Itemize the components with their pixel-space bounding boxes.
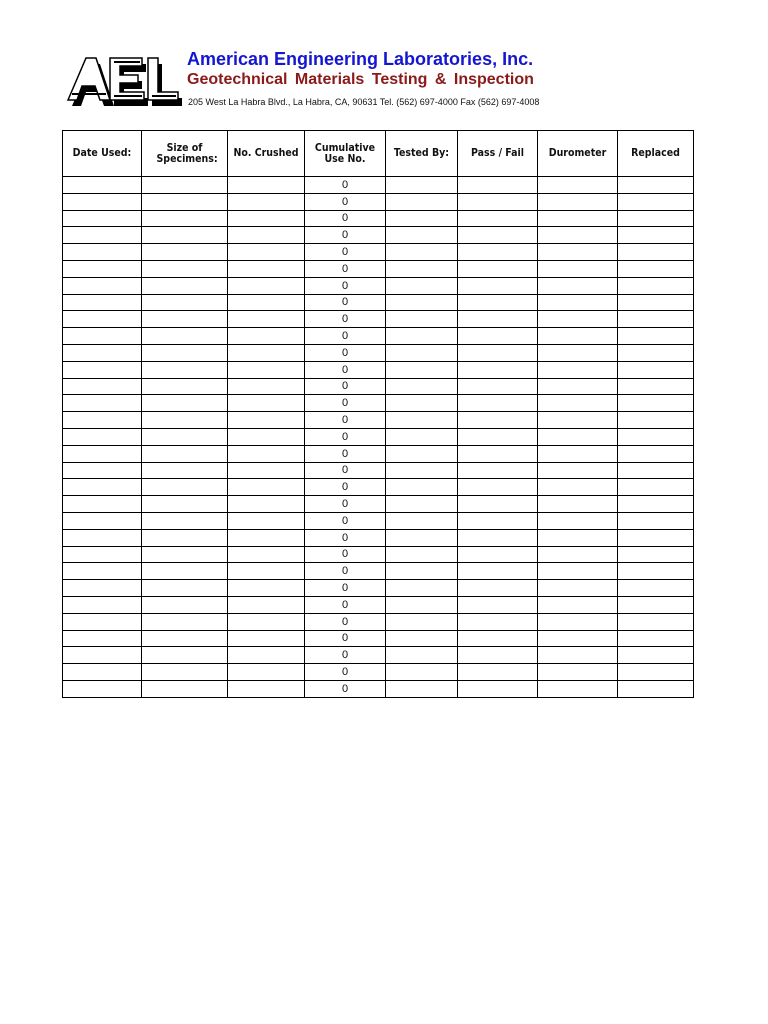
replaced-cell[interactable] — [618, 512, 694, 529]
date-used-cell[interactable] — [63, 378, 142, 395]
cumulative-use-no-cell[interactable]: 0 — [305, 680, 386, 697]
durometer-cell[interactable] — [538, 613, 618, 630]
tested-by-cell[interactable] — [386, 479, 458, 496]
size-of-specimens-cell[interactable] — [142, 412, 228, 429]
tested-by-cell[interactable] — [386, 277, 458, 294]
tested-by-cell[interactable] — [386, 529, 458, 546]
date-used-cell[interactable] — [63, 563, 142, 580]
table-row — [63, 311, 694, 328]
size-of-specimens-cell[interactable] — [142, 580, 228, 597]
table-row — [63, 344, 694, 361]
size-of-specimens-cell[interactable] — [142, 378, 228, 395]
size-of-specimens-cell[interactable] — [142, 479, 228, 496]
cumulative-use-no-cell[interactable]: 0 — [305, 294, 386, 311]
size-of-specimens-cell[interactable] — [142, 193, 228, 210]
durometer-cell[interactable] — [538, 546, 618, 563]
tested-by-cell[interactable] — [386, 512, 458, 529]
pass-fail-cell[interactable] — [458, 193, 538, 210]
pass-fail-cell[interactable] — [458, 479, 538, 496]
replaced-cell[interactable] — [618, 244, 694, 261]
letterhead — [66, 46, 626, 114]
cumulative-use-no-cell[interactable]: 0 — [305, 260, 386, 277]
durometer-cell[interactable] — [538, 496, 618, 513]
no-crushed-cell[interactable] — [228, 512, 305, 529]
cumulative-use-no-cell[interactable]: 0 — [305, 496, 386, 513]
replaced-cell[interactable] — [618, 395, 694, 412]
cumulative-use-no-cell[interactable]: 0 — [305, 193, 386, 210]
date-used-cell[interactable] — [63, 596, 142, 613]
size-of-specimens-cell[interactable] — [142, 512, 228, 529]
tested-by-cell[interactable] — [386, 244, 458, 261]
tested-by-cell[interactable] — [386, 445, 458, 462]
date-used-cell[interactable] — [63, 580, 142, 597]
date-used-cell[interactable] — [63, 244, 142, 261]
durometer-cell[interactable] — [538, 244, 618, 261]
pass-fail-cell[interactable] — [458, 613, 538, 630]
date-used-cell[interactable] — [63, 277, 142, 294]
replaced-cell[interactable] — [618, 328, 694, 345]
date-used-cell[interactable] — [63, 193, 142, 210]
table-row — [63, 613, 694, 630]
tested-by-cell[interactable] — [386, 260, 458, 277]
durometer-cell[interactable] — [538, 647, 618, 664]
date-used-cell[interactable] — [63, 445, 142, 462]
table-row — [63, 647, 694, 664]
table-row — [63, 294, 694, 311]
table-row — [63, 462, 694, 479]
replaced-cell[interactable] — [618, 193, 694, 210]
date-used-cell[interactable] — [63, 361, 142, 378]
column-header-no-crushed: No. Crushed — [228, 131, 305, 177]
table-row — [63, 496, 694, 513]
replaced-cell[interactable] — [618, 546, 694, 563]
no-crushed-cell[interactable] — [228, 395, 305, 412]
table-row — [63, 378, 694, 395]
tested-by-cell[interactable] — [386, 193, 458, 210]
table-row — [63, 210, 694, 227]
pass-fail-cell[interactable] — [458, 294, 538, 311]
pass-fail-cell[interactable] — [458, 244, 538, 261]
durometer-cell[interactable] — [538, 680, 618, 697]
no-crushed-cell[interactable] — [228, 613, 305, 630]
cumulative-use-no-cell[interactable]: 0 — [305, 428, 386, 445]
column-header-replaced: Replaced — [618, 131, 694, 177]
table-row — [63, 479, 694, 496]
durometer-cell[interactable] — [538, 227, 618, 244]
size-of-specimens-cell[interactable] — [142, 445, 228, 462]
company-address: 205 West La Habra Blvd., La Habra, CA, 90631 Tel. (562) 697-4000 Fax (562) 697-4008 — [188, 97, 540, 107]
durometer-cell[interactable] — [538, 428, 618, 445]
no-crushed-cell[interactable] — [228, 244, 305, 261]
date-used-cell[interactable] — [63, 344, 142, 361]
cumulative-use-no-cell[interactable]: 0 — [305, 596, 386, 613]
pass-fail-cell[interactable] — [458, 496, 538, 513]
pass-fail-cell[interactable] — [458, 512, 538, 529]
replaced-cell[interactable] — [618, 378, 694, 395]
pass-fail-cell[interactable] — [458, 596, 538, 613]
size-of-specimens-cell[interactable] — [142, 227, 228, 244]
table-row — [63, 664, 694, 681]
pass-fail-cell[interactable] — [458, 647, 538, 664]
date-used-cell[interactable] — [63, 412, 142, 429]
replaced-cell[interactable] — [618, 613, 694, 630]
table-row — [63, 596, 694, 613]
tested-by-cell[interactable] — [386, 647, 458, 664]
table-row — [63, 529, 694, 546]
table-row — [63, 177, 694, 194]
date-used-cell[interactable] — [63, 395, 142, 412]
date-used-cell[interactable] — [63, 664, 142, 681]
no-crushed-cell[interactable] — [228, 445, 305, 462]
no-crushed-cell[interactable] — [228, 344, 305, 361]
table-row — [63, 227, 694, 244]
date-used-cell[interactable] — [63, 546, 142, 563]
cumulative-use-no-cell[interactable]: 0 — [305, 311, 386, 328]
size-of-specimens-cell[interactable] — [142, 277, 228, 294]
tested-by-cell[interactable] — [386, 563, 458, 580]
column-header-durometer: Durometer — [538, 131, 618, 177]
size-of-specimens-cell[interactable] — [142, 395, 228, 412]
durometer-cell[interactable] — [538, 177, 618, 194]
size-of-specimens-cell[interactable] — [142, 647, 228, 664]
table-row — [63, 680, 694, 697]
cumulative-use-no-cell[interactable]: 0 — [305, 445, 386, 462]
no-crushed-cell[interactable] — [228, 328, 305, 345]
tested-by-cell[interactable] — [386, 378, 458, 395]
tested-by-cell[interactable] — [386, 596, 458, 613]
durometer-cell[interactable] — [538, 344, 618, 361]
table-row — [63, 193, 694, 210]
date-used-cell[interactable] — [63, 294, 142, 311]
pass-fail-cell[interactable] — [458, 529, 538, 546]
no-crushed-cell[interactable] — [228, 680, 305, 697]
pass-fail-cell[interactable] — [458, 563, 538, 580]
table-row — [63, 244, 694, 261]
size-of-specimens-cell[interactable] — [142, 210, 228, 227]
pass-fail-cell[interactable] — [458, 210, 538, 227]
tested-by-cell[interactable] — [386, 630, 458, 647]
durometer-cell[interactable] — [538, 210, 618, 227]
durometer-cell[interactable] — [538, 462, 618, 479]
cumulative-use-no-cell[interactable]: 0 — [305, 244, 386, 261]
replaced-cell[interactable] — [618, 496, 694, 513]
durometer-cell[interactable] — [538, 193, 618, 210]
pass-fail-cell[interactable] — [458, 445, 538, 462]
replaced-cell[interactable] — [618, 647, 694, 664]
replaced-cell[interactable] — [618, 580, 694, 597]
tested-by-cell[interactable] — [386, 210, 458, 227]
cumulative-use-no-cell[interactable]: 0 — [305, 630, 386, 647]
no-crushed-cell[interactable] — [228, 664, 305, 681]
date-used-cell[interactable] — [63, 613, 142, 630]
cumulative-use-no-cell[interactable]: 0 — [305, 344, 386, 361]
column-header-pass-fail: Pass / Fail — [458, 131, 538, 177]
cumulative-use-no-cell[interactable]: 0 — [305, 546, 386, 563]
size-of-specimens-cell[interactable] — [142, 344, 228, 361]
tested-by-cell[interactable] — [386, 496, 458, 513]
table-row — [63, 395, 694, 412]
tested-by-cell[interactable] — [386, 227, 458, 244]
replaced-cell[interactable] — [618, 664, 694, 681]
company-name: American Engineering Laboratories, Inc. — [187, 49, 534, 69]
pass-fail-cell[interactable] — [458, 277, 538, 294]
cumulative-use-no-cell[interactable]: 0 — [305, 512, 386, 529]
table-row — [63, 512, 694, 529]
pass-fail-cell[interactable] — [458, 328, 538, 345]
date-used-cell[interactable] — [63, 462, 142, 479]
durometer-cell[interactable] — [538, 596, 618, 613]
replaced-cell[interactable] — [618, 630, 694, 647]
cumulative-use-no-cell[interactable]: 0 — [305, 361, 386, 378]
pass-fail-cell[interactable] — [458, 361, 538, 378]
pass-fail-cell[interactable] — [458, 664, 538, 681]
date-used-cell[interactable] — [63, 496, 142, 513]
replaced-cell[interactable] — [618, 260, 694, 277]
table-row — [63, 563, 694, 580]
size-of-specimens-cell[interactable] — [142, 311, 228, 328]
table-row — [63, 412, 694, 429]
tested-by-cell[interactable] — [386, 361, 458, 378]
no-crushed-cell[interactable] — [228, 210, 305, 227]
replaced-cell[interactable] — [618, 227, 694, 244]
date-used-cell[interactable] — [63, 428, 142, 445]
tested-by-cell[interactable] — [386, 328, 458, 345]
durometer-cell[interactable] — [538, 294, 618, 311]
table-row — [63, 445, 694, 462]
pass-fail-cell[interactable] — [458, 344, 538, 361]
date-used-cell[interactable] — [63, 210, 142, 227]
size-of-specimens-cell[interactable] — [142, 680, 228, 697]
replaced-cell[interactable] — [618, 361, 694, 378]
column-header-size-of-specimens: Size of Specimens: — [142, 131, 228, 177]
cumulative-use-no-cell[interactable]: 0 — [305, 227, 386, 244]
durometer-cell[interactable] — [538, 563, 618, 580]
replaced-cell[interactable] — [618, 294, 694, 311]
cumulative-use-no-cell[interactable]: 0 — [305, 580, 386, 597]
cumulative-use-no-cell[interactable]: 0 — [305, 210, 386, 227]
no-crushed-cell[interactable] — [228, 546, 305, 563]
tested-by-cell[interactable] — [386, 395, 458, 412]
pass-fail-cell[interactable] — [458, 378, 538, 395]
size-of-specimens-cell[interactable] — [142, 664, 228, 681]
no-crushed-cell[interactable] — [228, 311, 305, 328]
table-header-row — [63, 131, 694, 177]
replaced-cell[interactable] — [618, 277, 694, 294]
usage-log-table — [62, 130, 694, 698]
durometer-cell[interactable] — [538, 580, 618, 597]
replaced-cell[interactable] — [618, 311, 694, 328]
pass-fail-cell[interactable] — [458, 580, 538, 597]
replaced-cell[interactable] — [618, 563, 694, 580]
tested-by-cell[interactable] — [386, 412, 458, 429]
date-used-cell[interactable] — [63, 512, 142, 529]
no-crushed-cell[interactable] — [228, 647, 305, 664]
no-crushed-cell[interactable] — [228, 193, 305, 210]
replaced-cell[interactable] — [618, 177, 694, 194]
tested-by-cell[interactable] — [386, 344, 458, 361]
pass-fail-cell[interactable] — [458, 311, 538, 328]
pass-fail-cell[interactable] — [458, 680, 538, 697]
pass-fail-cell[interactable] — [458, 462, 538, 479]
durometer-cell[interactable] — [538, 328, 618, 345]
durometer-cell[interactable] — [538, 445, 618, 462]
table-row — [63, 328, 694, 345]
tested-by-cell[interactable] — [386, 428, 458, 445]
date-used-cell[interactable] — [63, 529, 142, 546]
durometer-cell[interactable] — [538, 395, 618, 412]
date-used-cell[interactable] — [63, 680, 142, 697]
cumulative-use-no-cell[interactable]: 0 — [305, 177, 386, 194]
durometer-cell[interactable] — [538, 260, 618, 277]
no-crushed-cell[interactable] — [228, 580, 305, 597]
durometer-cell[interactable] — [538, 412, 618, 429]
pass-fail-cell[interactable] — [458, 395, 538, 412]
durometer-cell[interactable] — [538, 529, 618, 546]
size-of-specimens-cell[interactable] — [142, 630, 228, 647]
no-crushed-cell[interactable] — [228, 277, 305, 294]
table-row — [63, 361, 694, 378]
no-crushed-cell[interactable] — [228, 479, 305, 496]
table-row — [63, 277, 694, 294]
pass-fail-cell[interactable] — [458, 260, 538, 277]
durometer-cell[interactable] — [538, 664, 618, 681]
table-row — [63, 428, 694, 445]
no-crushed-cell[interactable] — [228, 496, 305, 513]
no-crushed-cell[interactable] — [228, 412, 305, 429]
size-of-specimens-cell[interactable] — [142, 328, 228, 345]
no-crushed-cell[interactable] — [228, 596, 305, 613]
durometer-cell[interactable] — [538, 512, 618, 529]
no-crushed-cell[interactable] — [228, 529, 305, 546]
replaced-cell[interactable] — [618, 596, 694, 613]
size-of-specimens-cell[interactable] — [142, 529, 228, 546]
size-of-specimens-cell[interactable] — [142, 462, 228, 479]
replaced-cell[interactable] — [618, 479, 694, 496]
pass-fail-cell[interactable] — [458, 630, 538, 647]
size-of-specimens-cell[interactable] — [142, 428, 228, 445]
date-used-cell[interactable] — [63, 260, 142, 277]
durometer-cell[interactable] — [538, 378, 618, 395]
ael-logo-icon — [66, 54, 182, 108]
no-crushed-cell[interactable] — [228, 227, 305, 244]
size-of-specimens-cell[interactable] — [142, 294, 228, 311]
column-header-cumulative-use-no: Cumulative Use No. — [305, 131, 386, 177]
column-header-date-used: Date Used: — [63, 131, 142, 177]
pass-fail-cell[interactable] — [458, 227, 538, 244]
table-row — [63, 260, 694, 277]
size-of-specimens-cell[interactable] — [142, 244, 228, 261]
company-tagline: Geotechnical Materials Testing & Inspection — [187, 71, 534, 88]
cumulative-use-no-cell[interactable]: 0 — [305, 395, 386, 412]
cumulative-use-no-cell[interactable]: 0 — [305, 378, 386, 395]
date-used-cell[interactable] — [63, 647, 142, 664]
tested-by-cell[interactable] — [386, 546, 458, 563]
replaced-cell[interactable] — [618, 445, 694, 462]
no-crushed-cell[interactable] — [228, 361, 305, 378]
size-of-specimens-cell[interactable] — [142, 260, 228, 277]
no-crushed-cell[interactable] — [228, 177, 305, 194]
table-row — [63, 546, 694, 563]
column-header-tested-by: Tested By: — [386, 131, 458, 177]
tested-by-cell[interactable] — [386, 680, 458, 697]
no-crushed-cell[interactable] — [228, 462, 305, 479]
no-crushed-cell[interactable] — [228, 294, 305, 311]
size-of-specimens-cell[interactable] — [142, 546, 228, 563]
cumulative-use-no-cell[interactable]: 0 — [305, 479, 386, 496]
date-used-cell[interactable] — [63, 227, 142, 244]
table-row — [63, 580, 694, 597]
size-of-specimens-cell[interactable] — [142, 496, 228, 513]
cumulative-use-no-cell[interactable]: 0 — [305, 647, 386, 664]
tested-by-cell[interactable] — [386, 311, 458, 328]
size-of-specimens-cell[interactable] — [142, 613, 228, 630]
durometer-cell[interactable] — [538, 479, 618, 496]
replaced-cell[interactable] — [618, 344, 694, 361]
tested-by-cell[interactable] — [386, 294, 458, 311]
no-crushed-cell[interactable] — [228, 563, 305, 580]
no-crushed-cell[interactable] — [228, 428, 305, 445]
replaced-cell[interactable] — [618, 680, 694, 697]
table-body — [63, 177, 694, 698]
cumulative-use-no-cell[interactable]: 0 — [305, 563, 386, 580]
cumulative-use-no-cell[interactable]: 0 — [305, 277, 386, 294]
durometer-cell[interactable] — [538, 630, 618, 647]
size-of-specimens-cell[interactable] — [142, 361, 228, 378]
cumulative-use-no-cell[interactable]: 0 — [305, 529, 386, 546]
pass-fail-cell[interactable] — [458, 546, 538, 563]
cumulative-use-no-cell[interactable]: 0 — [305, 664, 386, 681]
date-used-cell[interactable] — [63, 630, 142, 647]
tested-by-cell[interactable] — [386, 664, 458, 681]
tested-by-cell[interactable] — [386, 462, 458, 479]
tested-by-cell[interactable] — [386, 580, 458, 597]
cumulative-use-no-cell[interactable]: 0 — [305, 613, 386, 630]
no-crushed-cell[interactable] — [228, 630, 305, 647]
date-used-cell[interactable] — [63, 311, 142, 328]
cumulative-use-no-cell[interactable]: 0 — [305, 462, 386, 479]
no-crushed-cell[interactable] — [228, 260, 305, 277]
table-row — [63, 630, 694, 647]
date-used-cell[interactable] — [63, 328, 142, 345]
date-used-cell[interactable] — [63, 479, 142, 496]
tested-by-cell[interactable] — [386, 177, 458, 194]
durometer-cell[interactable] — [538, 361, 618, 378]
no-crushed-cell[interactable] — [228, 378, 305, 395]
size-of-specimens-cell[interactable] — [142, 596, 228, 613]
tested-by-cell[interactable] — [386, 613, 458, 630]
size-of-specimens-cell[interactable] — [142, 563, 228, 580]
replaced-cell[interactable] — [618, 462, 694, 479]
replaced-cell[interactable] — [618, 428, 694, 445]
replaced-cell[interactable] — [618, 210, 694, 227]
durometer-cell[interactable] — [538, 311, 618, 328]
cumulative-use-no-cell[interactable]: 0 — [305, 328, 386, 345]
date-used-cell[interactable] — [63, 177, 142, 194]
pass-fail-cell[interactable] — [458, 177, 538, 194]
pass-fail-cell[interactable] — [458, 428, 538, 445]
pass-fail-cell[interactable] — [458, 412, 538, 429]
replaced-cell[interactable] — [618, 529, 694, 546]
durometer-cell[interactable] — [538, 277, 618, 294]
cumulative-use-no-cell[interactable]: 0 — [305, 412, 386, 429]
size-of-specimens-cell[interactable] — [142, 177, 228, 194]
replaced-cell[interactable] — [618, 412, 694, 429]
